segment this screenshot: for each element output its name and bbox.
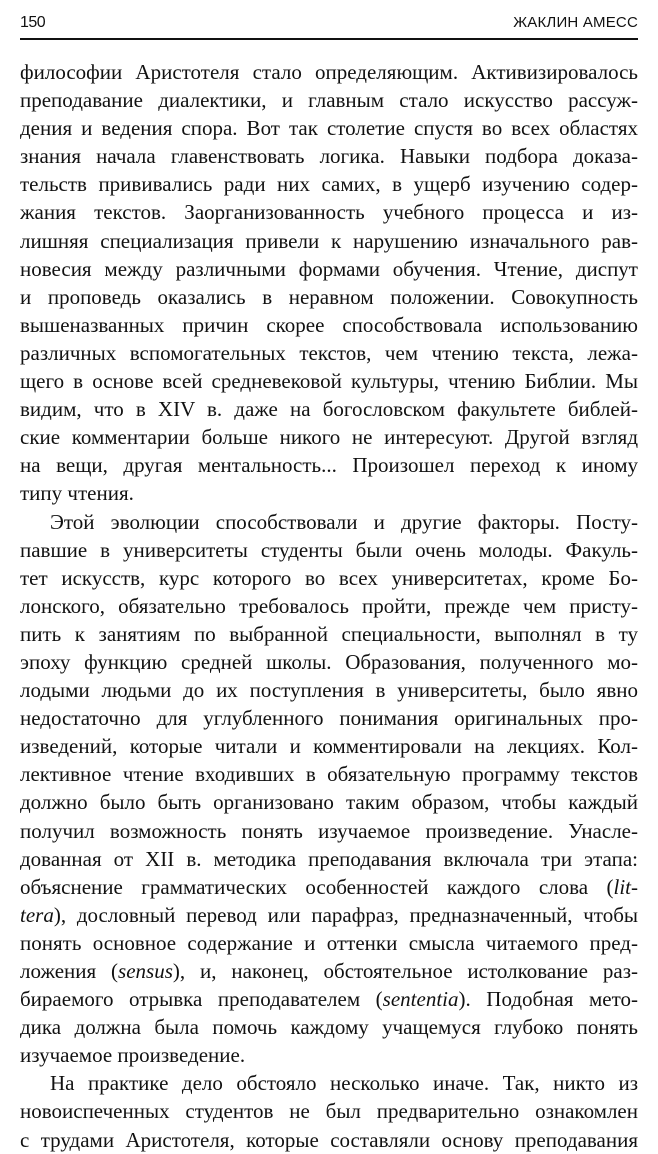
text-line: лонского, обязательно требовалось пройти, прежде чем присту- bbox=[20, 593, 638, 618]
text-line: изучаемое произведение. bbox=[20, 1043, 246, 1068]
text-line bbox=[20, 985, 638, 1013]
text-line: знания начала главенствовать логика. Навыки подбора доказа- bbox=[20, 144, 638, 169]
text-line: получил возможность понять изучаемое произведение. Унасле- bbox=[20, 818, 638, 843]
text-line: на вещи, другая ментальность... Произошел переход к иному bbox=[20, 453, 638, 478]
text-line bbox=[20, 901, 638, 929]
text-line: эпоху функцию средней школы. Образования, полученного мо- bbox=[20, 649, 638, 674]
paragraph-1 bbox=[20, 58, 638, 508]
text-line: должно было быть организовано таким образом, чтобы каждый bbox=[20, 790, 638, 815]
body-text bbox=[20, 58, 638, 1154]
text-fragment: ), и, наконец, обстоятельное истолкование раз- bbox=[172, 959, 638, 983]
text-line: новесия между различными формами обучения. Чтение, диспут bbox=[20, 256, 638, 281]
text-line: дения и ведения спора. Вот так столетие спустя во всех областях bbox=[20, 116, 638, 141]
text-line: щего в основе всей средневековой культуры, чтению Библии. Мы bbox=[20, 369, 638, 394]
text-fragment: объяснение грамматических особенностей каждого слова ( bbox=[20, 874, 614, 899]
text-line: дика должна была помочь каждому учащемуся глубоко понять bbox=[20, 1015, 638, 1040]
page-header bbox=[20, 10, 638, 40]
text-line bbox=[20, 957, 638, 985]
text-line: понять основное содержание и оттенки смысла читаемого пред- bbox=[20, 930, 638, 955]
text-line: ские комментарии больше никого не интересуют. Другой взгляд bbox=[20, 425, 638, 450]
text-line: Этой эволюции способствовали и другие факторы. Посту- bbox=[50, 509, 638, 534]
text-line: тет искусств, курс которого во всех университетах, кроме Бо- bbox=[20, 565, 638, 590]
italic-term-littera: lit- bbox=[613, 874, 638, 899]
page-number: 150 bbox=[20, 14, 46, 31]
text-line: преподавание диалектики, и главным стало искусство рассуж- bbox=[20, 88, 638, 113]
text-line: новоиспеченных студентов не был предварительно ознакомлен bbox=[20, 1099, 638, 1124]
text-fragment: ложения ( bbox=[20, 959, 119, 983]
text-line: лишняя специализация привели к нарушению изначального рав- bbox=[20, 228, 638, 253]
paragraph-2 bbox=[20, 508, 638, 1070]
text-fragment: ). Подобная мето- bbox=[458, 987, 638, 1012]
text-line: различных вспомогательных текстов, чем чтению текста, лежа- bbox=[20, 340, 638, 365]
text-line: пить к занятиям по выбранной специальности, выполнял в ту bbox=[20, 621, 638, 646]
text-line: дованная от XII в. методика преподавания включала три этапа: bbox=[20, 846, 638, 871]
text-line: недостаточно для углубленного понимания оригинальных про- bbox=[20, 706, 638, 731]
italic-term-littera: tera bbox=[20, 902, 54, 927]
text-line: лективное чтение входивших в обязательную программу текстов bbox=[20, 762, 638, 787]
text-line: изведений, которые читали и комментировали на лекциях. Кол- bbox=[20, 734, 638, 759]
text-line: тельств прививались ради них самих, в ущерб изучению содер- bbox=[20, 172, 638, 197]
text-line: видим, что в XIV в. даже на богословском факультете библей- bbox=[20, 397, 638, 422]
text-fragment: бираемого отрывка преподавателем ( bbox=[20, 987, 383, 1012]
text-line: и проповедь оказались в неравном положении. Совокупность bbox=[20, 284, 638, 309]
text-line: вышеназванных причин скорее способствовала использованию bbox=[20, 312, 638, 337]
text-line: жания текстов. Заорганизованность учебного процесса и из- bbox=[20, 200, 638, 225]
text-line: На практике дело обстояло несколько иначе. Так, никто из bbox=[50, 1071, 638, 1096]
text-line: типу чтения. bbox=[20, 481, 134, 506]
italic-term-sententia: sententia bbox=[382, 987, 459, 1012]
paragraph-3 bbox=[20, 1069, 638, 1153]
text-line: лодыми людьми до их поступления в университеты, было явно bbox=[20, 678, 638, 703]
italic-term-sensus: sensus bbox=[118, 959, 173, 983]
text-fragment: ), дословный перевод или парафраз, предназначенный, чтобы bbox=[53, 902, 638, 927]
text-line: павшие в университеты студенты были очень молоды. Факуль- bbox=[20, 537, 638, 562]
text-line bbox=[20, 873, 638, 901]
text-line: с трудами Аристотеля, которые составляли основу преподавания bbox=[20, 1127, 638, 1152]
running-head: ЖАКЛИН АМЕСС bbox=[513, 14, 638, 31]
text-line: философии Аристотеля стало определяющим. Активизировалось bbox=[20, 60, 638, 84]
